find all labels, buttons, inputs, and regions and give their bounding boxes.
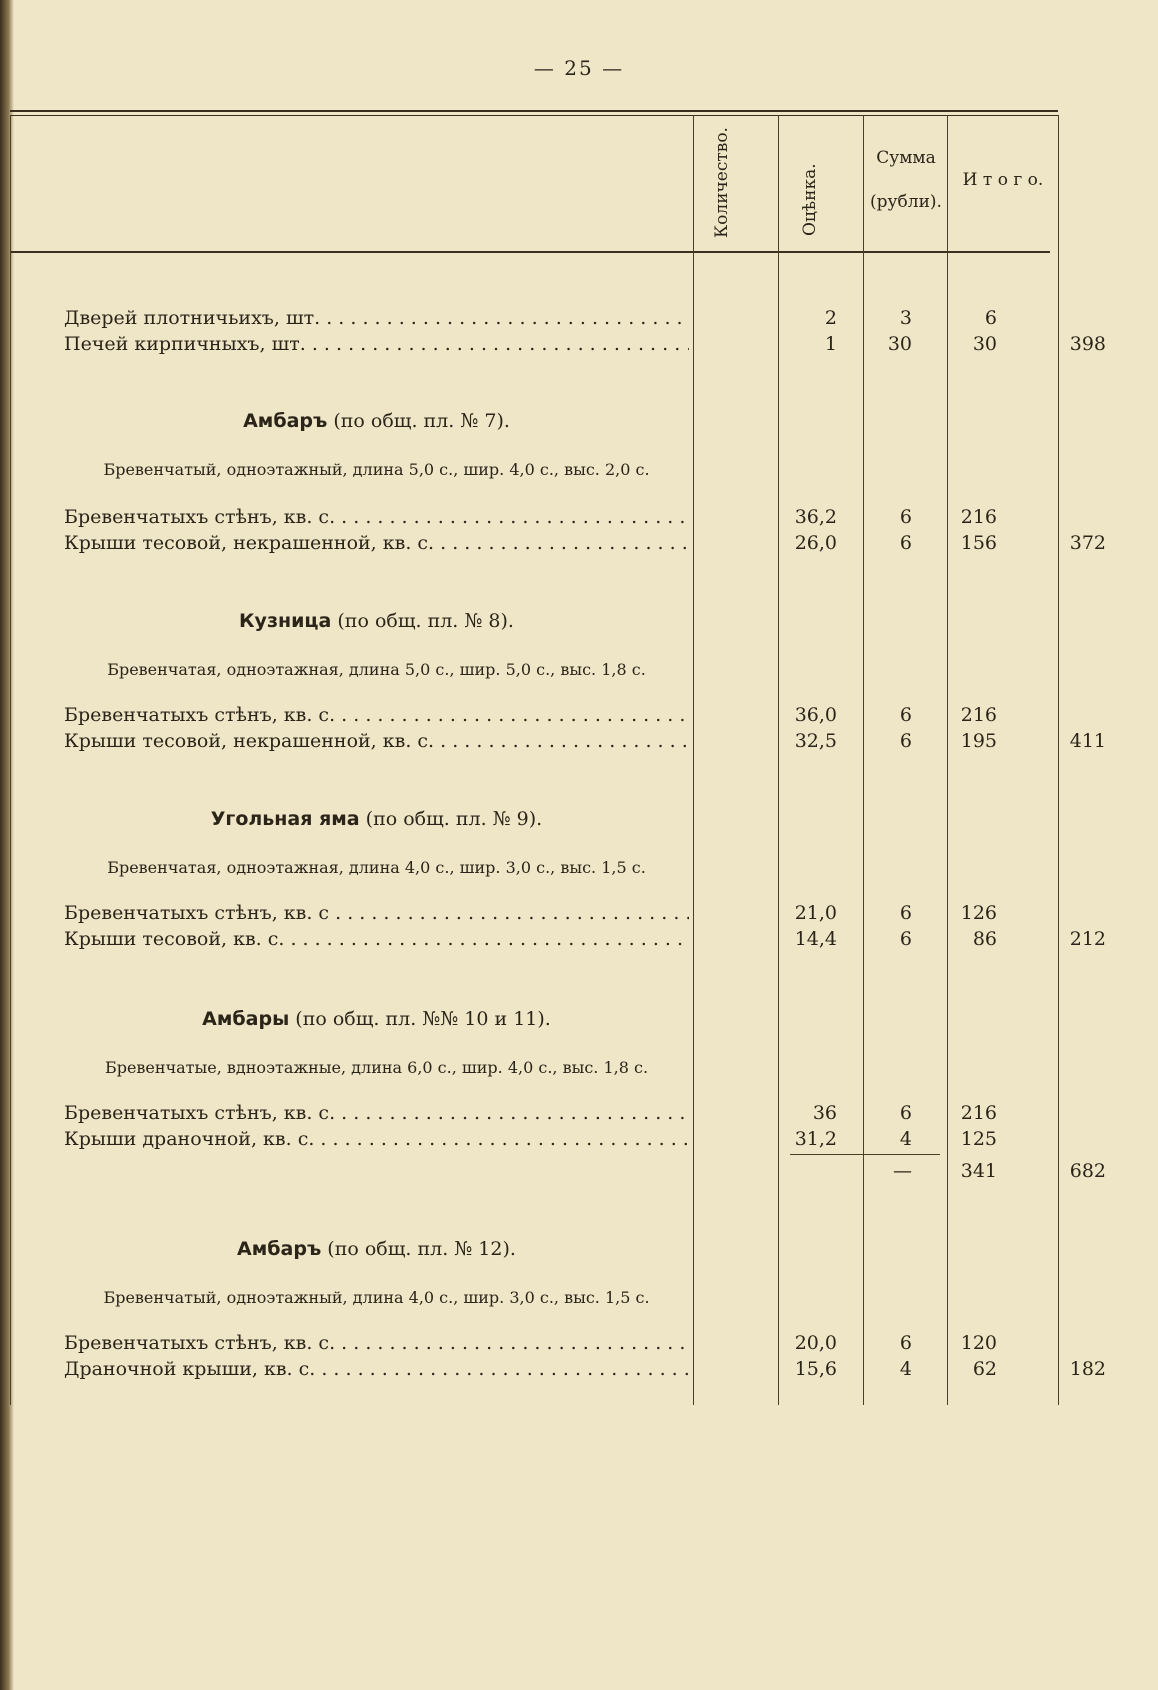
section-description: Бревенчатая, одноэтажная, длина 4,0 с., шир. 3,0 с., выс. 1,5 с.	[107, 858, 646, 877]
table-row: Крыши тесовой, некрашенной, кв. с. . . . 32,5 6 195 411	[64, 730, 1044, 756]
header-quantity: Количество.	[712, 127, 732, 238]
section-title: Амбары (по общ. пл. №№ 10 и 11).	[202, 1008, 551, 1030]
header-total: И т о г о.	[962, 170, 1044, 190]
table-top-rule	[10, 110, 1058, 112]
left-rule	[10, 115, 11, 1405]
header-bottom-rule	[10, 251, 1050, 253]
header-sum-line1: Сумма	[876, 148, 936, 168]
table-row: Дверей плотничьихъ, шт. . . . 2 3 6	[64, 307, 1044, 333]
table-top-rule-2	[10, 115, 1058, 116]
section-title: Амбаръ (по общ. пл. № 12).	[237, 1238, 516, 1260]
section-description: Бревенчатый, одноэтажный, длина 4,0 с., шир. 3,0 с., выс. 1,5 с.	[103, 1288, 650, 1307]
table-row: Крыши тесовой, кв. с. . . . 14,4 6 86 212	[64, 928, 1044, 954]
table-row: Крыши драночной, кв. с. . . . 31,2 4 125	[64, 1128, 1044, 1154]
book-spine	[0, 0, 14, 1690]
subtotal-rule	[790, 1154, 940, 1155]
table-row: Крыши тесовой, некрашенной, кв. с. . . . 26,0 6 156 372	[64, 532, 1044, 558]
table-row: Бревенчатыхъ стѣнъ, кв. с. . . . 20,0 6 120	[64, 1332, 1044, 1358]
table-row: Бревенчатыхъ стѣнъ, кв. с. . . . 36,2 6 216	[64, 506, 1044, 532]
section-title: Угольная яма (по общ. пл. № 9).	[210, 808, 543, 830]
section-title: Кузница (по общ. пл. № 8).	[239, 610, 514, 632]
section-description: Бревенчатый, одноэтажный, длина 5,0 с., шир. 4,0 с., выс. 2,0 с.	[103, 460, 650, 479]
table-row: Бревенчатыхъ стѣнъ, кв. с. . . . 36 6 216	[64, 1102, 1044, 1128]
section-description: Бревенчатая, одноэтажная, длина 5,0 с., шир. 5,0 с., выс. 1,8 с.	[107, 660, 646, 679]
page-number: — 25 —	[533, 56, 625, 80]
table-row: Печей кирпичныхъ, шт. . . . 1 30 30 398	[64, 333, 1044, 359]
table-row: Драночной крыши, кв. с. . . . 15,6 4 62 182	[64, 1358, 1044, 1384]
table-row: Бревенчатыхъ стѣнъ, кв. с . . . 21,0 6 126	[64, 902, 1044, 928]
header-rating: Оцѣнка.	[800, 163, 820, 237]
right-rule	[1058, 115, 1059, 1405]
section-title: Амбаръ (по общ. пл. № 7).	[243, 410, 510, 432]
table-row: Бревенчатыхъ стѣнъ, кв. с. . . . 36,0 6 216	[64, 704, 1044, 730]
section-description: Бревенчатые, вдноэтажные, длина 6,0 с., шир. 4,0 с., выс. 1,8 с.	[104, 1058, 649, 1077]
subtotal-row: — 341 682	[893, 1160, 1106, 1182]
header-sum-line2: (рубли).	[870, 192, 942, 212]
